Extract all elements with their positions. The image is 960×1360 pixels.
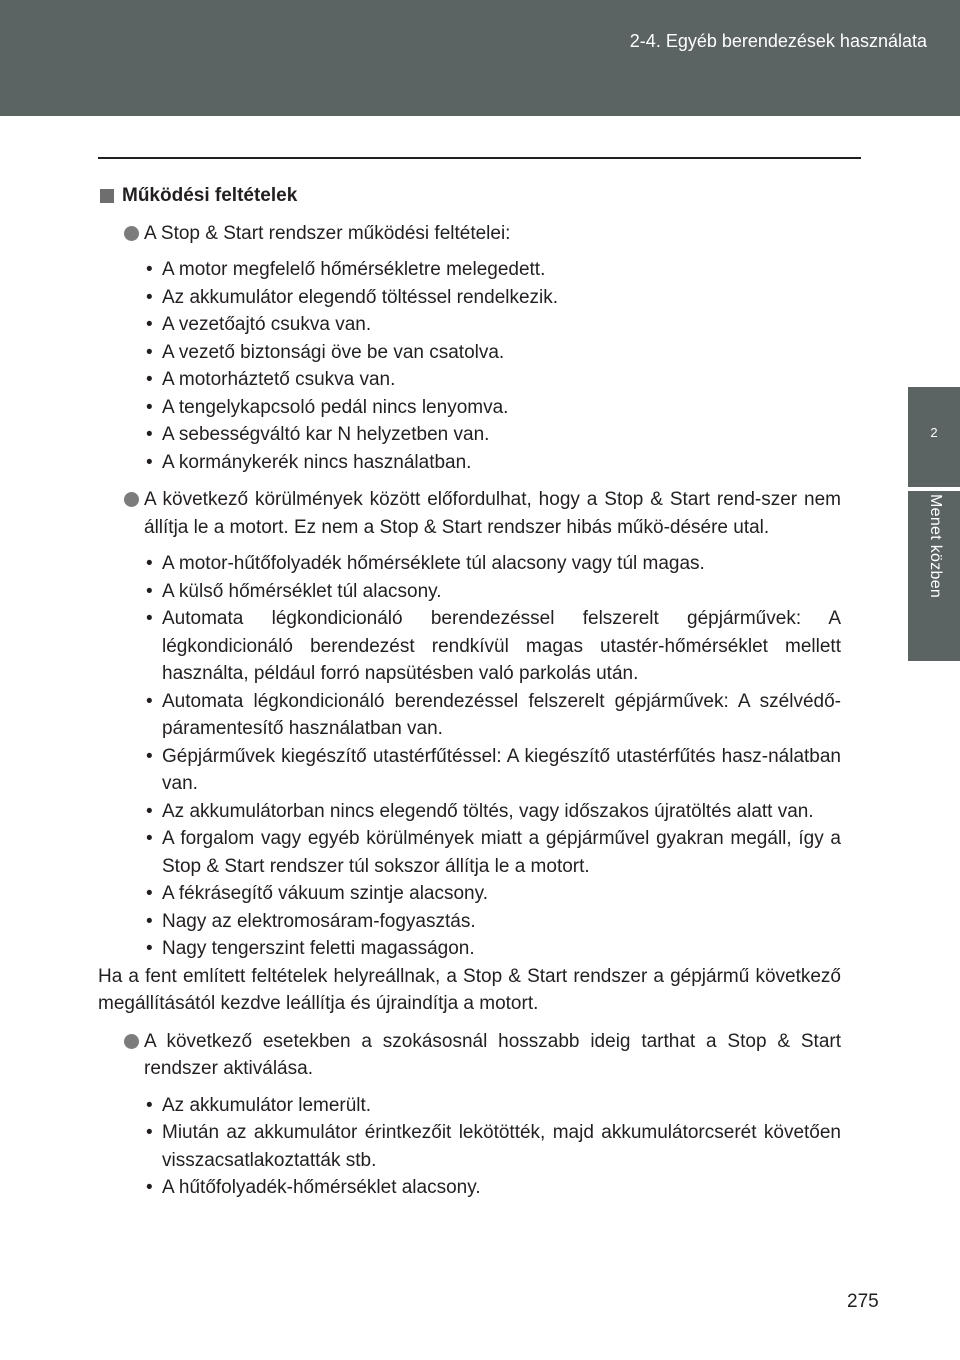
list-item: • A motor-hűtőfolyadék hőmérséklete túl alacsony vagy túl magas. [144,550,841,578]
header-rule [98,157,861,159]
list-item: • A motorháztető csukva van. [144,366,841,394]
chapter-title: Menet közben [927,494,944,599]
list-item: • A hűtőfolyadék-hőmérséklet alacsony. [144,1174,841,1202]
bullet-icon: • [146,1122,153,1143]
condition-block-1 [98,220,841,248]
section-heading [98,182,841,210]
list-item: • A fékrásegítő vákuum szintje alacsony. [144,880,841,908]
list-item: • Az akkumulátor lemerült. [144,1092,841,1120]
square-bullet-icon [100,189,114,203]
list-item: • A tengelykapcsoló pedál nincs lenyomva. [144,394,841,422]
header-band [0,0,960,116]
bullet-icon: • [146,690,153,712]
list-item: • Automata légkondicionáló berendezéssel felszerelt gépjárművek: A szélvédő-páramentesítő használatban van. [144,688,841,743]
section-title: 2-4. Egyéb berendezések használata [629,31,927,51]
bullet-icon: • [146,451,153,473]
list-item: • Miután az akkumulátor érintkezőit lekötötték, majd akkumulátorcserét követően visszacsatlakoztatták stb. [144,1119,841,1174]
chapter-tab [908,387,960,487]
bullet-icon: • [146,1177,153,1198]
bullet-icon: • [146,910,153,932]
list-item: • A vezetőajtó csukva van. [144,311,841,339]
list-item: • Az akkumulátor elegendő töltéssel rendelkezik. [144,284,841,312]
circle-bullet-icon [124,492,139,507]
list-item: • A forgalom vagy egyéb körülmények miatt a gépjárművel gyakran megáll, így a Stop & Start rendszer túl sokszor állítja le a motort. [144,825,841,880]
list-item: • A külső hőmérséklet túl alacsony. [144,578,841,606]
bullet-icon: • [146,286,153,308]
block-2-note: Ha a fent említett feltételek helyreállnak, a Stop & Start rendszer a gépjármű következő megállításától kezdve leállítja és újraindítja a motort. [98,965,841,1014]
page-content [98,182,841,1202]
condition-block-3 [98,1028,841,1083]
list-item: • Az akkumulátorban nincs elegendő töltés, vagy időszakos újratöltés alatt van. [144,798,841,826]
block-2-list [144,550,841,963]
circle-bullet-icon [124,226,139,241]
bullet-icon: • [146,396,153,418]
list-item: • A vezető biztonsági öve be van csatolva. [144,339,841,367]
bullet-icon: • [146,259,153,280]
list-item: • Gépjárművek kiegészítő utastérfűtéssel: A kiegészítő utastérfűtés hasz-nálatban van. [144,743,841,798]
bullet-icon: • [146,745,153,767]
bullet-icon: • [146,1094,153,1116]
bullet-icon: • [146,314,153,335]
bullet-icon: • [146,828,153,849]
list-item: • Nagy tengerszint feletti magasságon. [144,935,841,963]
list-item: • Automata légkondicionáló berendezéssel felszerelt gépjárművek: A légkondicionáló berendezést rendkívül magas utastér-hőmérséklet mellett használta, például forró napsütésben való parkolás után. [144,605,841,688]
chapter-number: 2 [930,425,938,440]
block-1-intro: A Stop & Start rendszer működési feltételei: [144,222,511,244]
block-3-intro: A következő esetekben a szokásosnál hosszabb ideig tarthat a Stop & Start rendszer aktiválása. [144,1030,841,1079]
block-2-intro: A következő körülmények között előfordulhat, hogy a Stop & Start rend-szer nem állítja le a motort. Ez nem a Stop & Start rendszer hibás műkö-désére utal. [144,489,841,538]
circle-bullet-icon [124,1034,139,1049]
bullet-icon: • [146,424,153,445]
block-3-list [144,1092,841,1202]
list-item: • A sebességváltó kar N helyzetben van. [144,421,841,449]
bullet-icon: • [146,883,153,904]
bullet-icon: • [146,369,153,390]
list-item: • Nagy az elektromosáram-fogyasztás. [144,908,841,936]
list-item: • A motor megfelelő hőmérsékletre melegedett. [144,256,841,284]
bullet-icon: • [146,580,153,602]
bullet-icon: • [146,553,153,574]
bullet-icon: • [146,608,153,629]
bullet-icon: • [146,800,153,822]
page-number: 275 [847,1291,879,1312]
bullet-icon: • [146,341,153,363]
list-item: • A kormánykerék nincs használatban. [144,449,841,477]
bullet-icon: • [146,938,153,959]
section-heading-text: Működési feltételek [122,185,298,206]
block-1-list [144,256,841,476]
condition-block-2 [98,486,841,541]
